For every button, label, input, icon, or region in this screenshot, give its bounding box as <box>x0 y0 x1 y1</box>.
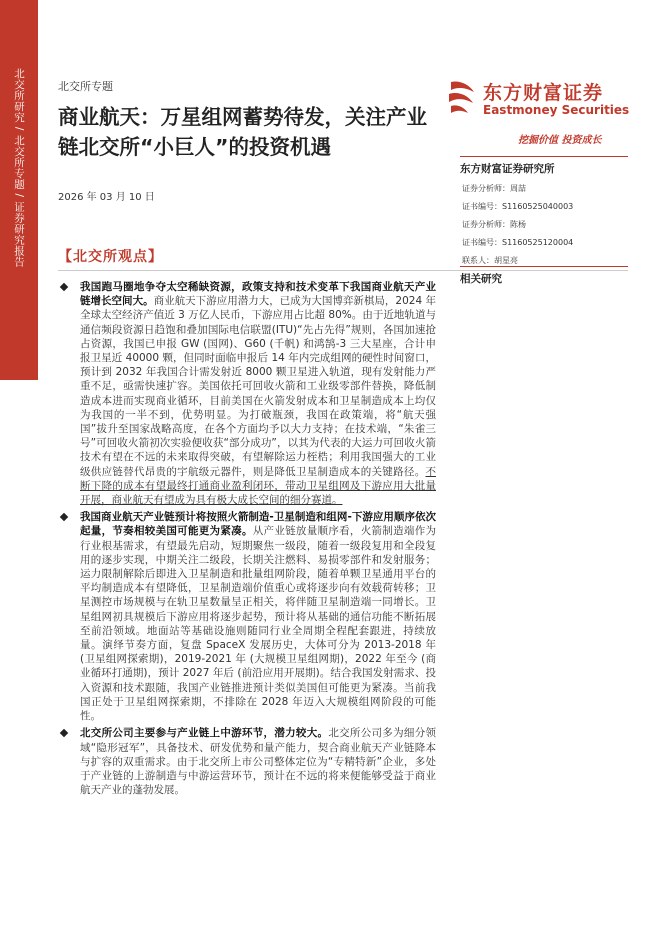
report-date: 2026 年 03 月 10 日 <box>58 192 155 203</box>
section-title: 【北交所观点】 <box>58 249 163 265</box>
brand-logo <box>447 76 630 122</box>
viewpoint-2-lead: 我国商业航天产业链预计将按照火箭制造-卫星制造和组网-下游应用顺序依次起量，节奏相较美国可能更为紧凑。 <box>80 511 436 538</box>
institute-heading: 东方财富证券研究所 <box>460 156 628 176</box>
viewpoint-1-body: 商业航天下游应用潜力大，已成为大国博弈新棋局，2024 年全球太空经济产值近 3 万亿人民币，下游应用占比超 80%。由于近地轨道与通信频段资源日趋饱和叠加国际电信联盟(ITU)“先占先得”规则，各国加速抢占资源，我国已申报 GW (国网)、G60 (千帆) 和鸿鹄-3 三大星座，合计申报卫星近 40000 颗，但同时面临申报后 14 年内完成组网的硬性时间窗口，预计到 2032 年我国合计需发射近 8000 颗卫星进入轨道，现有发射能力严重不足，亟需快速扩容。美国依托可回收火箭和工业级零部件替换，降低制造成本进而实现商业循环，目前美国在火箭发射成本和卫星制造成本上均仅为我国的一半不到，优势明显。为打破瓶颈，我国在政策端，将“航天强国”拔升至国家战略高度，在各个方面均予以大力支持；在技术端，“朱雀三号”可回收火箭初次实验便收获“部分成功”，以其为代表的大运力可回收火箭技术有望在不远的未来取得突破，有望解除运力桎梏；利用我国强大的工业级供应链替代昂贵的宇航级元器件，则是降低卫星制造成本的关键路径。 <box>80 295 437 478</box>
sidebar-band <box>0 0 38 380</box>
viewpoint-3-body: 北交所公司多为细分领域“隐形冠军”，具备技术、研发优势和量产能力，契合商业航天产业链降本与扩容的双重需求。由于北交所上市公司整体定位为“专精特新”企业，多处于产业链的上游制造与中游运营环节，预计在不远的将来便能够受益于商业航天产业的蓬勃发展。 <box>80 727 436 797</box>
analyst-2-name: 证券分析师：陈杨 <box>462 220 526 229</box>
contact-person: 联系人：胡星亮 <box>462 256 518 265</box>
brand-mark-icon <box>447 76 481 116</box>
page-title: 商业航天：万星组网蓄势待发，关注产业链北交所“小巨人”的投资机遇 <box>58 105 427 159</box>
analyst-1-name: 证券分析师：周喆 <box>462 184 526 193</box>
diamond-bullet-icon <box>60 513 68 521</box>
diamond-bullet-icon <box>60 729 68 737</box>
viewpoint-item-3 <box>58 726 436 797</box>
viewpoint-1-lead: 我国跑马圈地争夺太空稀缺资源，政策支持和技术变革下我国商业航天产业链增长空间大。 <box>80 281 436 308</box>
report-series: 北交所专题 <box>58 80 113 93</box>
section-divider <box>58 270 628 271</box>
brand-slogan: 挖掘价值 投资成长 <box>518 135 602 146</box>
diamond-bullet-icon <box>60 283 68 291</box>
related-research-heading: 相关研究 <box>460 266 628 286</box>
viewpoint-list <box>58 280 436 800</box>
analyst-1-cert: 证书编号：S1160525040003 <box>462 202 574 211</box>
sidebar-category-text: 北交所研究 / 北交所专题 / 证券研究报告 <box>13 68 25 268</box>
viewpoint-1-underline: 不断下降的成本有望最终打通商业盈利闭环，带动卫星组网及下游应用大批量开展，商业航天有望成为具有极大成长空间的细分赛道。 <box>80 465 436 507</box>
brand-name-en: Eastmoney Securities <box>483 103 630 117</box>
brand-name-cn: 东方财富证券 <box>483 82 604 104</box>
viewpoint-item-1 <box>58 280 436 507</box>
analyst-info <box>462 180 573 270</box>
viewpoint-2-body: 从产业链放量顺序看，火箭制造端作为行业根基需求，有望最先启动，短期聚焦一级段，随着一级段复用和全段复用的逐步实现，中期关注二级段，长期关注燃料、易损零部件和发射服务；运力限制解除后即进入卫星制造和批量组网阶段，随着单颗卫星通用平台的平均制造成本有望降低，卫星制造端价值重心或将逐步向有效载荷转移；卫星测控市场规模与在轨卫星数量呈正相关，将伴随卫星制造端一同增长。卫星组网初具规模后下游应用将逐步起势，预计将从基础的通信功能不断拓展至前沿领域。地面站等基础设施则随同行业全周期全程配套跟进，持续放量。演绎节奏方面，复盘 SpaceX 发展历史，大体可分为 2013-2018 年 (卫星组网探索期)，2019-2021 年 (大规模卫星组网期)，2022 年至今 (商业循环打通期)，预计 2027 年后 (前沿应用开展期)。结合我国发射需求、投入资源和技术跟随，我国产业链推进预计类似美国但可能更为紧凑。当前我国正处于卫星组网探索期，不排除在 2028 年迈入大规模组网阶段的可能性。 <box>80 525 436 723</box>
analyst-2-cert: 证书编号：S1160525120004 <box>462 238 574 247</box>
viewpoint-item-2 <box>58 510 436 723</box>
viewpoint-3-lead: 北交所公司主要参与产业链上中游环节，潜力较大。 <box>80 727 329 740</box>
